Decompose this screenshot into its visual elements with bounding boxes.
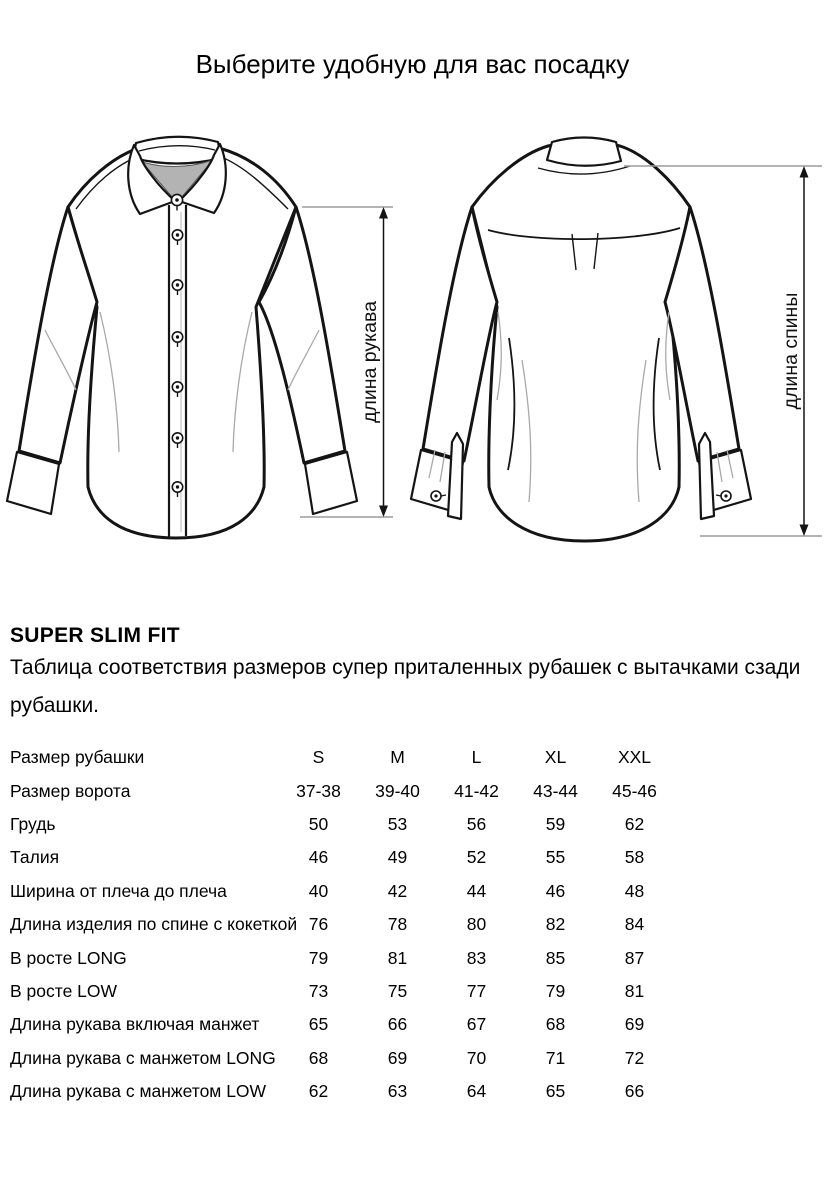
size-table-body xyxy=(10,741,690,1108)
size-row-label: Талия xyxy=(10,847,60,868)
size-cell: 42 xyxy=(387,880,408,901)
size-cell: 75 xyxy=(387,980,408,1001)
size-cell: 79 xyxy=(545,980,566,1001)
size-cell: 69 xyxy=(387,1047,408,1068)
size-cell: 45-46 xyxy=(612,780,657,801)
size-cell: 41-42 xyxy=(454,780,499,801)
size-row-label: В росте LOW xyxy=(10,980,118,1001)
size-row-label: Ширина от плеча до плеча xyxy=(10,880,227,901)
size-cell: 64 xyxy=(466,1081,487,1102)
table-row xyxy=(10,908,690,941)
size-cell: 63 xyxy=(387,1081,408,1102)
measure-arrow-icon xyxy=(800,166,809,178)
size-cell: 50 xyxy=(308,813,329,834)
size-cell: L xyxy=(471,747,482,768)
shirt-back-drawing xyxy=(411,138,751,542)
size-cell: 68 xyxy=(308,1047,329,1068)
size-cell: 62 xyxy=(624,813,645,834)
shirt-front-drawing xyxy=(7,137,357,538)
size-cell: 59 xyxy=(545,813,566,834)
size-cell: 37-38 xyxy=(296,780,341,801)
size-cell: 58 xyxy=(624,847,645,868)
size-cell: 67 xyxy=(466,1014,487,1035)
size-cell: 66 xyxy=(624,1081,645,1102)
measure-arrow-icon xyxy=(379,506,388,518)
size-cell: 52 xyxy=(466,847,487,868)
size-row-label: Длина изделия по спине с кокеткой xyxy=(10,914,298,935)
size-cell: 72 xyxy=(624,1047,645,1068)
size-cell: 78 xyxy=(387,914,408,935)
size-cell: 56 xyxy=(466,813,487,834)
size-cell: 40 xyxy=(308,880,329,901)
back-length-label: длина спины xyxy=(780,292,802,410)
size-row-label: Длина рукава включая манжет xyxy=(10,1014,260,1035)
table-row xyxy=(10,841,690,874)
size-cell: 82 xyxy=(545,914,566,935)
size-cell: M xyxy=(390,747,405,768)
size-cell: 81 xyxy=(387,947,408,968)
size-cell: 46 xyxy=(545,880,566,901)
size-row-label: В росте LONG xyxy=(10,947,127,968)
table-row xyxy=(10,975,690,1008)
fit-diagram xyxy=(0,0,825,580)
table-row xyxy=(10,1075,690,1108)
size-cell: XL xyxy=(544,747,567,768)
size-cell: 84 xyxy=(624,914,645,935)
table-row xyxy=(10,774,690,807)
size-row-label: Размер рубашки xyxy=(10,747,145,768)
measure-arrow-icon xyxy=(379,207,388,219)
size-cell: 69 xyxy=(624,1014,645,1035)
table-row xyxy=(10,941,690,974)
size-cell: 85 xyxy=(545,947,566,968)
size-cell: 79 xyxy=(308,947,329,968)
size-cell: 44 xyxy=(466,880,487,901)
size-cell: 43-44 xyxy=(533,780,578,801)
size-cell: 83 xyxy=(466,947,487,968)
table-row xyxy=(10,875,690,908)
table-row xyxy=(10,1008,690,1041)
size-cell: 77 xyxy=(466,980,487,1001)
size-cell: 80 xyxy=(466,914,487,935)
size-cell: 81 xyxy=(624,980,645,1001)
table-row xyxy=(10,741,690,774)
size-cell: 49 xyxy=(387,847,408,868)
section-heading: SUPER SLIM FIT xyxy=(10,624,180,647)
page-title: Выберите удобную для вас посадку xyxy=(195,49,630,79)
size-cell: 73 xyxy=(308,980,329,1001)
size-row-label: Длина рукава с манжетом LONG xyxy=(10,1047,276,1068)
size-cell: 55 xyxy=(545,847,566,868)
size-cell: 39-40 xyxy=(375,780,420,801)
table-row xyxy=(10,1042,690,1075)
size-row-label: Грудь xyxy=(10,813,56,834)
size-cell: 66 xyxy=(387,1014,408,1035)
measure-arrow-icon xyxy=(800,525,809,537)
sleeve-length-label: длина рукава xyxy=(359,301,381,423)
size-cell: 71 xyxy=(545,1047,566,1068)
size-cell: 53 xyxy=(387,813,408,834)
size-cell: 46 xyxy=(308,847,329,868)
section-description: Таблица соответствия размеров супер приталенных рубашек с вытачками сзади рубашки. xyxy=(10,656,801,717)
size-cell: XXL xyxy=(617,747,652,768)
size-cell: 68 xyxy=(545,1014,566,1035)
size-table xyxy=(10,741,690,1108)
table-row xyxy=(10,808,690,841)
size-cell: 70 xyxy=(466,1047,487,1068)
size-cell: 62 xyxy=(308,1081,329,1102)
size-cell: 65 xyxy=(545,1081,566,1102)
size-row-label: Размер ворота xyxy=(10,780,131,801)
size-cell: 65 xyxy=(308,1014,329,1035)
size-cell: S xyxy=(312,747,325,768)
size-row-label: Длина рукава с манжетом LOW xyxy=(10,1081,267,1102)
size-cell: 76 xyxy=(308,914,329,935)
size-cell: 87 xyxy=(624,947,645,968)
size-cell: 48 xyxy=(624,880,645,901)
